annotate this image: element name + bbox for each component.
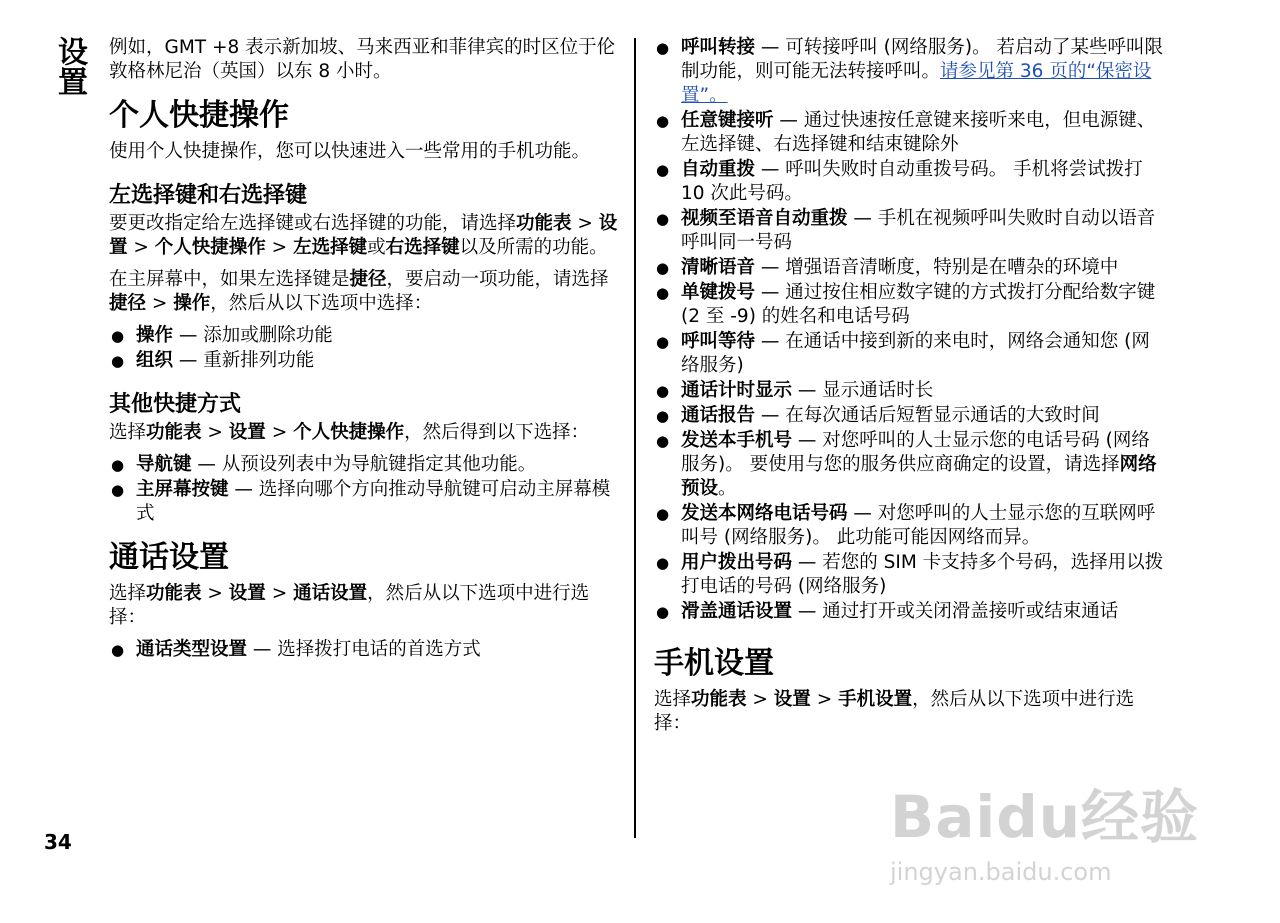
- subsection-title-other-shortcuts: 其他快捷方式: [109, 392, 242, 417]
- security-settings-link[interactable]: 请参见第 36 页的“保密设置”。: [681, 61, 1152, 106]
- left-column: [109, 36, 623, 670]
- bullet-icon: ●: [656, 333, 670, 351]
- list-item: ● 清晰语音 — 增强语音清晰度，特别是在嘈杂的环境中: [656, 257, 1119, 278]
- baidu-watermark: [890, 770, 1220, 900]
- bullet-icon: ●: [111, 481, 125, 499]
- bullet-icon: ●: [656, 210, 670, 228]
- bullet-icon: ●: [656, 259, 670, 277]
- watermark-url: jingyan.baidu.com: [890, 858, 1112, 886]
- bullet-icon: ●: [111, 641, 125, 659]
- list-item: ● 通话计时显示 — 显示通话时长: [656, 380, 934, 401]
- selection-keys-paragraph: 要更改指定给左选择键或右选择键的功能，请选择功能表 > 设置 > 个人快捷操作 > 左选择键或右选择键以及所需的功能。: [109, 213, 618, 258]
- call-settings-paragraph: 选择功能表 > 设置 > 通话设置，然后从以下选项中进行选择：: [109, 583, 590, 628]
- section-title-personal-shortcuts: 个人快捷操作: [109, 98, 289, 133]
- list-item: ● 通话报告 — 在每次通话后短暂显示通话的大致时间: [656, 405, 1100, 426]
- bullet-icon: ●: [656, 554, 670, 572]
- list-item: ● 组织 — 重新排列功能: [111, 350, 315, 371]
- other-shortcuts-list: [109, 453, 623, 526]
- section-title-call-settings: 通话设置: [109, 540, 229, 575]
- section-title-phone-settings: 手机设置: [654, 646, 774, 681]
- bullet-icon: ●: [111, 327, 125, 345]
- intro-paragraph: 例如，GMT +8 表示新加坡、马来西亚和菲律宾的时区位于伦敦格林尼治（英国）以东 8 小时。: [109, 37, 616, 82]
- bullet-icon: ●: [656, 382, 670, 400]
- bullet-icon: ●: [111, 456, 125, 474]
- list-item: ● 导航键 — 从预设列表中为导航键指定其他功能。: [111, 454, 537, 475]
- list-item: ● 任意键接听 — 通过快速按任意键来接听来电，但电源键、左选择键、右选择键和结束键除外: [656, 110, 1156, 155]
- call-settings-list: [654, 36, 1166, 624]
- list-item: ● 滑盖通话设置 — 通过打开或关闭滑盖接听或结束通话: [656, 601, 1119, 622]
- side-section-title: 设置: [52, 36, 87, 96]
- list-item: ● 视频至语音自动重拨 — 手机在视频呼叫失败时自动以语音呼叫同一号码: [656, 208, 1156, 253]
- baidu-logo: Baidu经验: [890, 783, 1200, 851]
- list-item: ● 主屏幕按键 — 选择向哪个方向推动导航键可启动主屏幕模式: [111, 479, 611, 524]
- list-item: ● 操作 — 添加或删除功能: [111, 325, 333, 346]
- list-item: ● 自动重拨 — 呼叫失败时自动重拨号码。 手机将尝试拨打 10 次此号码。: [656, 159, 1143, 204]
- bullet-icon: ●: [656, 161, 670, 179]
- list-item: ● 用户拨出号码 — 若您的 SIM 卡支持多个号码，选择用以拨打电话的号码 (网络服务): [656, 552, 1164, 597]
- subsection-title-selection-keys: 左选择键和右选择键: [109, 183, 308, 208]
- other-shortcuts-paragraph: 选择功能表 > 设置 > 个人快捷操作，然后得到以下选择：: [109, 422, 590, 443]
- bullet-icon: ●: [656, 112, 670, 130]
- bullet-icon: ●: [656, 407, 670, 425]
- home-screen-paragraph: 在主屏幕中，如果左选择键是捷径，要启动一项功能，请选择捷径 > 操作，然后从以下选项中选择：: [109, 269, 609, 314]
- list-item: ● 发送本网络电话号码 — 对您呼叫的人士显示您的互联网呼叫号 (网络服务)。 此功能可能因网络而异。: [656, 503, 1156, 548]
- list-item: ● 发送本手机号 — 对您呼叫的人士显示您的电话号码 (网络服务)。 要使用与您的服务供应商确定的设置，请选择网络预设。: [656, 430, 1157, 499]
- phone-settings-paragraph: 选择功能表 > 设置 > 手机设置，然后从以下选项中进行选择：: [654, 689, 1135, 734]
- call-settings-list-start: [109, 638, 623, 662]
- bullet-icon: ●: [656, 603, 670, 621]
- list-item: ● 单键拨号 — 通过按住相应数字键的方式拨打分配给数字键 (2 至 -9) 的姓名和电话号码: [656, 282, 1156, 327]
- bullet-icon: ●: [656, 284, 670, 302]
- bullet-icon: ●: [656, 39, 670, 57]
- bullet-icon: ●: [656, 505, 670, 523]
- shortcut-options-list: [109, 324, 623, 373]
- list-item: ● 呼叫等待 — 在通话中接到新的来电时，网络会通知您 (网络服务): [656, 331, 1150, 376]
- column-divider: [634, 38, 636, 838]
- bullet-icon: ●: [111, 352, 125, 370]
- list-item: ● 呼叫转接 — 可转接呼叫 (网络服务)。 若启动了某些呼叫限制功能，则可能无法转接呼叫。请参见第 36 页的“保密设置”。: [656, 37, 1163, 106]
- right-column: [654, 36, 1166, 744]
- bullet-icon: ●: [656, 432, 670, 450]
- list-item: ● 通话类型设置 — 选择拨打电话的首选方式: [111, 639, 481, 660]
- page-number: 34: [44, 830, 72, 854]
- section-desc-personal-shortcuts: 使用个人快捷操作，您可以快速进入一些常用的手机功能。: [109, 141, 591, 162]
